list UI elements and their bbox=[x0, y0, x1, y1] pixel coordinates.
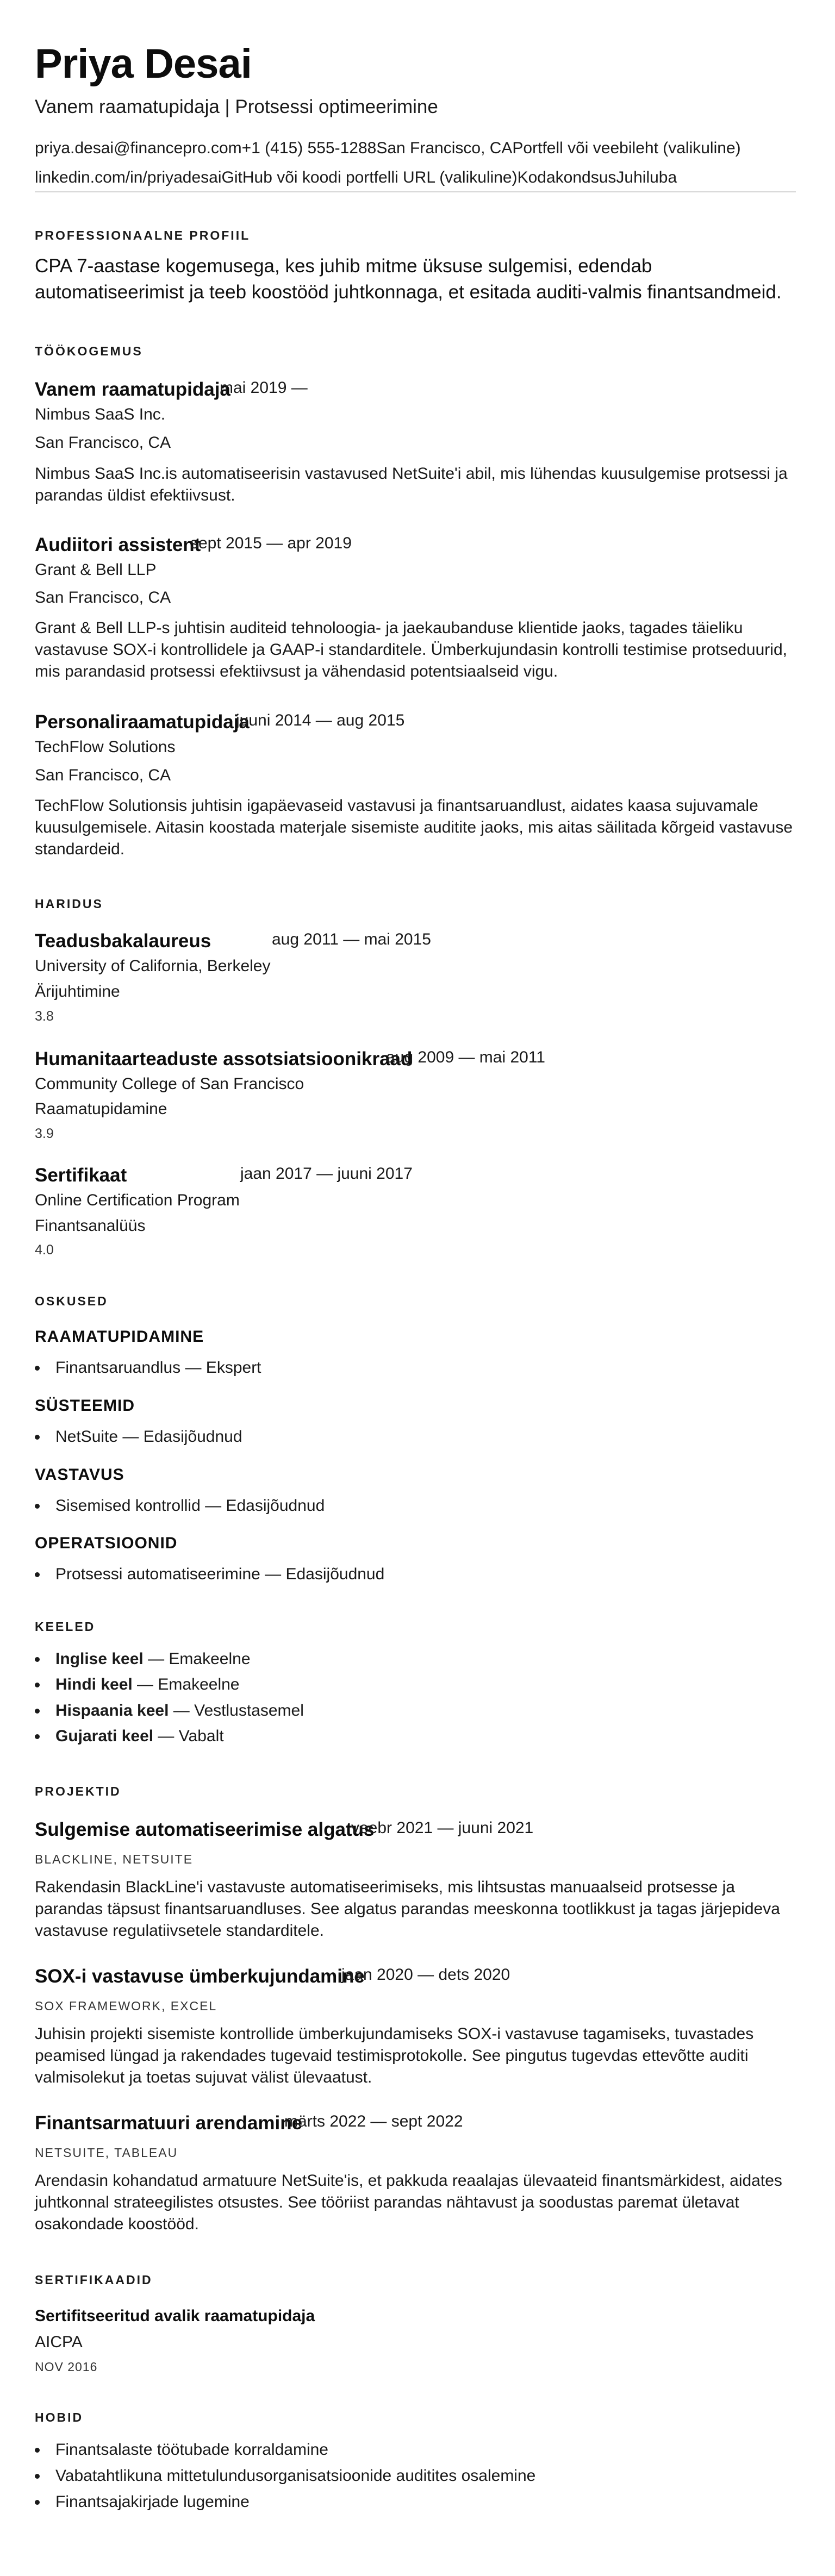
experience-location: San Francisco, CA bbox=[35, 434, 171, 452]
language-item bbox=[55, 1702, 304, 1720]
section-title-profile: PROFESSIONAALNE PROFIIL bbox=[35, 228, 251, 242]
language-name: Inglise keel bbox=[55, 1650, 144, 1668]
project-tags: SOX FRAMEWORK, EXCEL bbox=[35, 1999, 217, 2013]
education-degree: Teadusbakalaureus bbox=[35, 930, 211, 952]
section-title-languages: KEELED bbox=[35, 1620, 96, 1634]
language-item bbox=[55, 1727, 224, 1746]
skill-category: VASTAVUS bbox=[35, 1466, 124, 1484]
education-field: Finantsanalüüs bbox=[35, 1217, 146, 1235]
project-name: Finantsarmatuuri arendamine bbox=[35, 2112, 303, 2134]
certification-name: Sertifitseeritud avalik raamatupidaja bbox=[35, 2307, 315, 2325]
skill-item bbox=[55, 1497, 325, 1515]
section-title-education: HARIDUS bbox=[35, 897, 103, 911]
bullet-icon bbox=[35, 2474, 40, 2479]
education-dates: jaan 2017 — juuni 2017 bbox=[240, 1165, 413, 1183]
language-level: — Vestlustasemel bbox=[169, 1702, 304, 1720]
language-level: — Emakeelne bbox=[132, 1675, 240, 1693]
education-school: Online Certification Program bbox=[35, 1191, 240, 1209]
header-divider bbox=[35, 191, 796, 192]
experience-role: Vanem raamatupidaja bbox=[35, 379, 230, 400]
experience-description: Grant & Bell LLP-s juhtisin auditeid tehnoloogia- ja jaekaubanduse klientide jaoks, tagades täieliku vastavuse SOX-i kontrollidele ja GAAP-i standarditele. Ümberkujundasin kontrolli testimise protseduurid, mis parandasid protsessi efektiivsust ja vähendasid potentsiaalseid vigu. bbox=[35, 619, 787, 680]
bullet-icon bbox=[35, 2500, 40, 2505]
education-dates: aug 2011 — mai 2015 bbox=[272, 930, 431, 948]
certification-issuer: AICPA bbox=[35, 2333, 83, 2351]
headline: Vanem raamatupidaja | Protsessi optimeerimine bbox=[35, 96, 438, 117]
project-dates: märts 2022 — sept 2022 bbox=[284, 2112, 463, 2130]
section-title-projects: PROJEKTID bbox=[35, 1784, 121, 1798]
experience-company: Grant & Bell LLP bbox=[35, 561, 157, 579]
experience-dates: juuni 2014 — aug 2015 bbox=[236, 711, 405, 729]
certification-date: NOV 2016 bbox=[35, 2360, 98, 2374]
education-field: Raamatupidamine bbox=[35, 1100, 167, 1118]
experience-company: Nimbus SaaS Inc. bbox=[35, 405, 166, 423]
hobby-item bbox=[55, 2493, 250, 2511]
section-title-skills: OSKUSED bbox=[35, 1294, 108, 1308]
profile-summary: CPA 7-aastase kogemusega, kes juhib mitme üksuse sulgemisi, edendab automatiseerimist ja teeb koostööd juhtkonnaga, et esitada auditi-valmis finantsandmeid. bbox=[35, 255, 782, 303]
language-level: — Vabalt bbox=[153, 1727, 224, 1745]
experience-description: TechFlow Solutionsis juhtisin igapäevaseid vastavusi ja finantsaruandlust, aidates kaasa sujuvamale kuusulgemisele. Aitasin koostada materjale sisemiste auditite jaoks, mis aitas säilitada kõrgeid vastavuse standardeid. bbox=[35, 797, 793, 858]
hobby-item bbox=[55, 2467, 535, 2485]
project-name: SOX-i vastavuse ümberkujundamine bbox=[35, 1966, 365, 1987]
project-description: Juhisin projekti sisemiste kontrollide ümberkujundamiseks SOX-i vastavuse tagamiseks, tuvastades peamised lüngad ja rakendades tugevaid testimisprotokolle. See pingutus tugevdas ettevõtte auditi valmisolekut ja toetas sujuvat välist ülevaatust. bbox=[35, 2025, 754, 2086]
project-dates: jaan 2020 — dets 2020 bbox=[341, 1966, 510, 1984]
language-name: Hindi keel bbox=[55, 1675, 133, 1693]
experience-dates: mai 2019 — bbox=[220, 379, 308, 397]
skill-item-text: Finantsaruandlus — Ekspert bbox=[55, 1359, 261, 1377]
section-title-hobbies: HOBID bbox=[35, 2410, 84, 2424]
project-tags: BLACKLINE, NETSUITE bbox=[35, 1852, 194, 1866]
bullet-icon bbox=[35, 1709, 40, 1714]
education-gpa: 3.8 bbox=[35, 1009, 54, 1024]
skill-category: SÜSTEEMID bbox=[35, 1397, 135, 1415]
education-gpa: 4.0 bbox=[35, 1242, 54, 1258]
hobby-text: Finantsalaste töötubade korraldamine bbox=[55, 2441, 328, 2459]
hobby-item bbox=[55, 2441, 328, 2459]
project-description: Rakendasin BlackLine'i vastavuste automatiseerimiseks, mis lihtsustas manuaalseid protsesse ja parandas täpsust finantsaruandluses. See algatus parandas meeskonna tootlikkust ja tagas järjepideva vastavuse regulatiivsetele standarditele. bbox=[35, 1878, 780, 1940]
skill-item bbox=[55, 1428, 242, 1446]
education-field: Ärijuhtimine bbox=[35, 983, 120, 1001]
bullet-icon bbox=[35, 2448, 40, 2453]
bullet-icon bbox=[35, 1572, 40, 1577]
language-item bbox=[55, 1675, 239, 1694]
contact-line-2: linkedin.com/in/priyadesaiGitHub või koodi portfelli URL (valikuline)KodakondsusJuhiluba bbox=[35, 168, 677, 186]
experience-role: Personaliraamatupidaja bbox=[35, 711, 250, 733]
education-gpa: 3.9 bbox=[35, 1126, 54, 1141]
bullet-icon bbox=[35, 1366, 40, 1371]
hobby-text: Vabatahtlikuna mittetulundusorganisatsioonide auditites osalemine bbox=[55, 2467, 536, 2485]
hobby-text: Finantsajakirjade lugemine bbox=[55, 2493, 250, 2511]
education-school: University of California, Berkeley bbox=[35, 957, 271, 975]
education-dates: aug 2009 — mai 2011 bbox=[386, 1048, 545, 1066]
skill-category: OPERATSIOONID bbox=[35, 1534, 178, 1552]
skill-item-text: Protsessi automatiseerimine — Edasijõudnud bbox=[55, 1565, 385, 1583]
education-degree: Humanitaarteaduste assotsiatsioonikraad bbox=[35, 1048, 413, 1070]
language-name: Hispaania keel bbox=[55, 1702, 169, 1720]
education-degree: Sertifikaat bbox=[35, 1165, 127, 1186]
skill-category: RAAMATUPIDAMINE bbox=[35, 1328, 204, 1346]
bullet-icon bbox=[35, 1734, 40, 1739]
education-school: Community College of San Francisco bbox=[35, 1075, 304, 1093]
skill-item bbox=[55, 1359, 261, 1377]
bullet-icon bbox=[35, 1504, 40, 1509]
project-description: Arendasin kohandatud armatuure NetSuite'is, et pakkuda reaalajas ülevaateid finantsmärkidest, aidates juhtkonnal strateegilistes otsustes. See tööriist parandas nähtavust ja soodustas paremat ületavat osakondade koostööd. bbox=[35, 2172, 782, 2233]
skill-item-text: NetSuite — Edasijõudnud bbox=[55, 1428, 242, 1446]
experience-description: Nimbus SaaS Inc.is automatiseerisin vastavused NetSuite'i abil, mis lühendas kuusulgemise protsessi ja parandas üldist efektiivsust. bbox=[35, 465, 788, 504]
candidate-name: Priya Desai bbox=[35, 41, 252, 87]
language-item bbox=[55, 1650, 251, 1668]
experience-dates: sept 2015 — apr 2019 bbox=[190, 534, 352, 552]
skill-item-text: Sisemised kontrollid — Edasijõudnud bbox=[55, 1497, 325, 1515]
contact-line-1: priya.desai@financepro.com+1 (415) 555-1288San Francisco, CAPortfell või veebileht (valikuline) bbox=[35, 139, 741, 157]
bullet-icon bbox=[35, 1683, 40, 1687]
section-title-certifications: SERTIFIKAADID bbox=[35, 2273, 153, 2287]
experience-role: Audiitori assistent bbox=[35, 534, 201, 555]
experience-company: TechFlow Solutions bbox=[35, 738, 176, 756]
bullet-icon bbox=[35, 1657, 40, 1662]
experience-location: San Francisco, CA bbox=[35, 589, 171, 607]
language-name: Gujarati keel bbox=[55, 1727, 154, 1745]
project-name: Sulgemise automatiseerimise algatus bbox=[35, 1819, 375, 1840]
project-tags: NETSUITE, TABLEAU bbox=[35, 2146, 178, 2160]
experience-location: San Francisco, CA bbox=[35, 766, 171, 784]
bullet-icon bbox=[35, 1435, 40, 1440]
language-level: — Emakeelne bbox=[143, 1650, 251, 1668]
project-dates: veebr 2021 — juuni 2021 bbox=[351, 1819, 534, 1837]
section-title-experience: TÖÖKOGEMUS bbox=[35, 344, 143, 358]
skill-item bbox=[55, 1565, 384, 1584]
